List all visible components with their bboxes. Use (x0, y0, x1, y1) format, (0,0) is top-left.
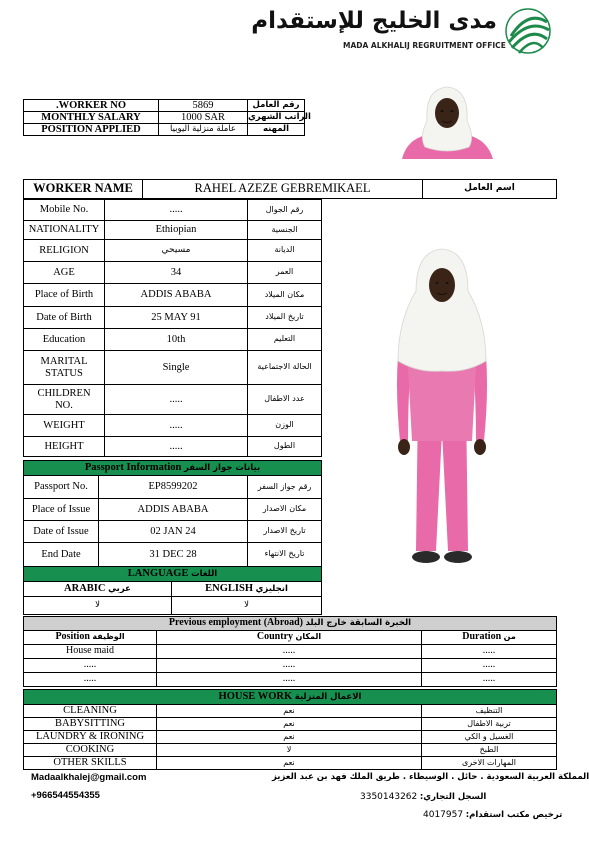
commercial-register-label: السجل التجاري: (419, 792, 487, 802)
previous-duration: ..... (422, 673, 557, 687)
arabic-level: لا (24, 597, 172, 615)
company-logo (251, 4, 553, 64)
table-row (24, 744, 557, 757)
table-row (24, 705, 557, 718)
end-date-value: 31 DEC 28 (99, 543, 248, 567)
recruitment-license-number: 4017957 (423, 810, 464, 820)
children-label-ar: عدد الاطفال (248, 385, 322, 415)
marital-status-label-ar: الحالة الاجتماعية (248, 351, 322, 385)
salary-label-ar: الراتب الشهري (248, 112, 311, 123)
salary-row (24, 112, 305, 124)
nationality-row (24, 221, 322, 240)
date-of-birth-row (24, 307, 322, 329)
date-of-issue-value: 02 JAN 24 (99, 521, 248, 543)
english-label-ar: انجليزي (255, 584, 288, 595)
children-row (24, 385, 322, 415)
previous-employment-header-ar: الخبرة السابقة خارج البلد (305, 618, 412, 629)
place-of-issue-value: ADDIS ABABA (99, 499, 248, 521)
passport-no-row (24, 476, 322, 499)
house-work-header-en: HOUSE WORK (218, 691, 293, 703)
skill-value: نعم (157, 705, 422, 718)
weight-value: ..... (105, 415, 248, 437)
age-row (24, 262, 322, 284)
contact-phone[interactable]: +966544554355 (31, 790, 100, 801)
country-column-en: Country (256, 631, 294, 643)
passport-no-label: Passport No. (24, 476, 99, 499)
date-of-birth-label: Date of Birth (24, 307, 105, 329)
religion-label: RELIGION (24, 240, 105, 262)
english-column-header (172, 582, 322, 597)
skill-label: BABYSITTING (24, 718, 157, 731)
previous-employment-table (23, 616, 557, 687)
date-of-issue-row (24, 521, 322, 543)
end-date-label: End Date (24, 543, 99, 567)
language-table (23, 566, 322, 615)
worker-no-value: 5869 (159, 100, 248, 112)
duration-column-header (422, 631, 557, 645)
height-row (24, 437, 322, 457)
commercial-register (360, 791, 486, 802)
worker-no-label-ar: رقم العامل (248, 100, 305, 112)
place-of-issue-row (24, 499, 322, 521)
height-label-ar: الطول (248, 437, 322, 457)
skill-label-ar: الغسيل و الكي (422, 731, 557, 744)
worker-full-body-photo (386, 241, 498, 571)
previous-position: ..... (24, 659, 157, 673)
position-label: POSITION APPLIED (24, 124, 159, 136)
place-of-issue-label-ar: مكان الاصدار (248, 499, 322, 521)
children-value: ..... (105, 385, 248, 415)
logo-english-name: MADA ALKHALIJ REGRUITMENT OFFICE (343, 41, 506, 50)
worker-name-value: RAHEL AZEZE GEBREMIKAEL (143, 180, 423, 199)
skill-label: COOKING (24, 744, 157, 757)
position-column-en: Position (55, 631, 90, 643)
previous-employment-header-en: Previous employment (Abroad) (168, 617, 303, 629)
worker-info-table (23, 99, 311, 136)
position-column-header (24, 631, 157, 645)
passport-header (24, 461, 322, 476)
date-of-issue-label: Date of Issue (24, 521, 99, 543)
skill-label-ar: تربية الاطفال (422, 718, 557, 731)
salary-value: 1000 SAR (159, 112, 248, 124)
recruitment-license (423, 809, 562, 820)
previous-position: ..... (24, 673, 157, 687)
mobile-label: Mobile No. (24, 200, 105, 221)
commercial-register-number: 3350143262 (360, 792, 418, 802)
english-level: لا (172, 597, 322, 615)
skill-value: نعم (157, 718, 422, 731)
english-label: ENGLISH (205, 583, 253, 595)
passport-no-value: EP8599202 (99, 476, 248, 499)
skill-value: نعم (157, 731, 422, 744)
place-of-birth-row (24, 284, 322, 307)
arabic-label: ARABIC (64, 583, 106, 595)
country-column-header (157, 631, 422, 645)
passport-header-ar: بيانات جواز السفر (184, 463, 261, 474)
age-value: 34 (105, 262, 248, 284)
nationality-value: Ethiopian (105, 221, 248, 240)
place-of-birth-label: Place of Birth (24, 284, 105, 307)
marital-status-value: Single (105, 351, 248, 385)
previous-position: House maid (24, 645, 157, 659)
date-of-birth-label-ar: تاريخ الميلاد (248, 307, 322, 329)
duration-column-ar: من (503, 632, 516, 642)
arabic-column-header (24, 582, 172, 597)
worker-no-label: .WORKER NO (24, 100, 159, 112)
height-value: ..... (105, 437, 248, 457)
education-label-ar: التعليم (248, 329, 322, 351)
end-date-label-ar: تاريخ الانتهاء (248, 543, 322, 567)
previous-country: ..... (157, 659, 422, 673)
table-row (24, 645, 557, 659)
salary-label: MONTHLY SALARY (24, 112, 159, 124)
mobile-label-ar: رقم الجوال (248, 200, 322, 221)
worker-portrait-photo (397, 81, 496, 159)
skill-label: LAUNDRY & IRONING (24, 731, 157, 744)
education-label: Education (24, 329, 105, 351)
passport-header-en: Passport Information (84, 462, 182, 474)
position-label-ar: المهنه (248, 124, 305, 136)
children-label: CHILDREN NO. (24, 385, 105, 415)
house-work-header-ar: الاعمال المنزلية (294, 692, 362, 703)
height-label: HEIGHT (24, 437, 105, 457)
place-of-birth-value: ADDIS ABABA (105, 284, 248, 307)
language-header-en: LANGUAGE (127, 568, 189, 580)
worker-no-row (24, 100, 305, 112)
marital-status-label: MARITAL STATUS (24, 351, 105, 385)
logo-arabic-name: مدى الخليج للإستقدام (251, 8, 497, 34)
recruitment-license-label: ترخيص مكتب استقدام: (465, 810, 563, 820)
mobile-value: ..... (105, 200, 248, 221)
worker-name-label-ar: اسم العامل (423, 180, 557, 199)
end-date-row (24, 543, 322, 567)
weight-label: WEIGHT (24, 415, 105, 437)
education-value: 10th (105, 329, 248, 351)
nationality-label-ar: الجنسية (248, 221, 322, 240)
table-row (24, 673, 557, 687)
place-of-birth-label-ar: مكان الميلاد (248, 284, 322, 307)
table-row (24, 757, 557, 770)
religion-row (24, 240, 322, 262)
table-row (24, 659, 557, 673)
weight-label-ar: الوزن (248, 415, 322, 437)
weight-row (24, 415, 322, 437)
table-row (24, 718, 557, 731)
passport-table (23, 460, 322, 567)
education-row (24, 329, 322, 351)
place-of-issue-label: Place of Issue (24, 499, 99, 521)
age-label: AGE (24, 262, 105, 284)
date-of-birth-value: 25 MAY 91 (105, 307, 248, 329)
house-work-table (23, 689, 557, 770)
country-column-ar: المكان (295, 632, 322, 642)
previous-country: ..... (157, 645, 422, 659)
age-label-ar: العمر (248, 262, 322, 284)
worker-name-label: WORKER NAME (24, 180, 143, 199)
duration-column-en: Duration (462, 631, 502, 643)
religion-value: مسيحي (105, 240, 248, 262)
language-header-ar: اللغات (191, 569, 218, 580)
mobile-row (24, 200, 322, 221)
language-header (24, 567, 322, 582)
previous-duration: ..... (422, 645, 557, 659)
marital-status-row (24, 351, 322, 385)
position-row (24, 124, 305, 136)
arabic-label-ar: عربي (108, 584, 131, 595)
position-value: عاملة منزلية اليوبيا (159, 124, 248, 136)
previous-duration: ..... (422, 659, 557, 673)
skill-value: لا (157, 744, 422, 757)
previous-employment-header (24, 617, 557, 631)
position-column-ar: الوظيفة (92, 632, 125, 642)
skill-label-ar: التنظيف (422, 705, 557, 718)
date-of-issue-label-ar: تاريخ الاصدار (248, 521, 322, 543)
logo-mark-icon (503, 6, 553, 56)
worker-name-table (23, 179, 557, 199)
skill-label-ar: المهارات الاخرى (422, 757, 557, 770)
house-work-header (24, 690, 557, 705)
previous-country: ..... (157, 673, 422, 687)
table-row (24, 731, 557, 744)
contact-email[interactable]: Madaalkhalej@gmail.com (31, 772, 147, 783)
skill-label-ar: الطبخ (422, 744, 557, 757)
nationality-label: NATIONALITY (24, 221, 105, 240)
religion-label-ar: الديانة (248, 240, 322, 262)
company-address: المملكة العربية السعودية . حائل . الوسيطاء . طريق الملك فهد بن عبد العزيز (272, 772, 589, 782)
personal-details-table (23, 199, 322, 457)
skill-value: نعم (157, 757, 422, 770)
skill-label: CLEANING (24, 705, 157, 718)
passport-no-label-ar: رقم جواز السفر (248, 476, 322, 499)
skill-label: OTHER SKILLS (24, 757, 157, 770)
